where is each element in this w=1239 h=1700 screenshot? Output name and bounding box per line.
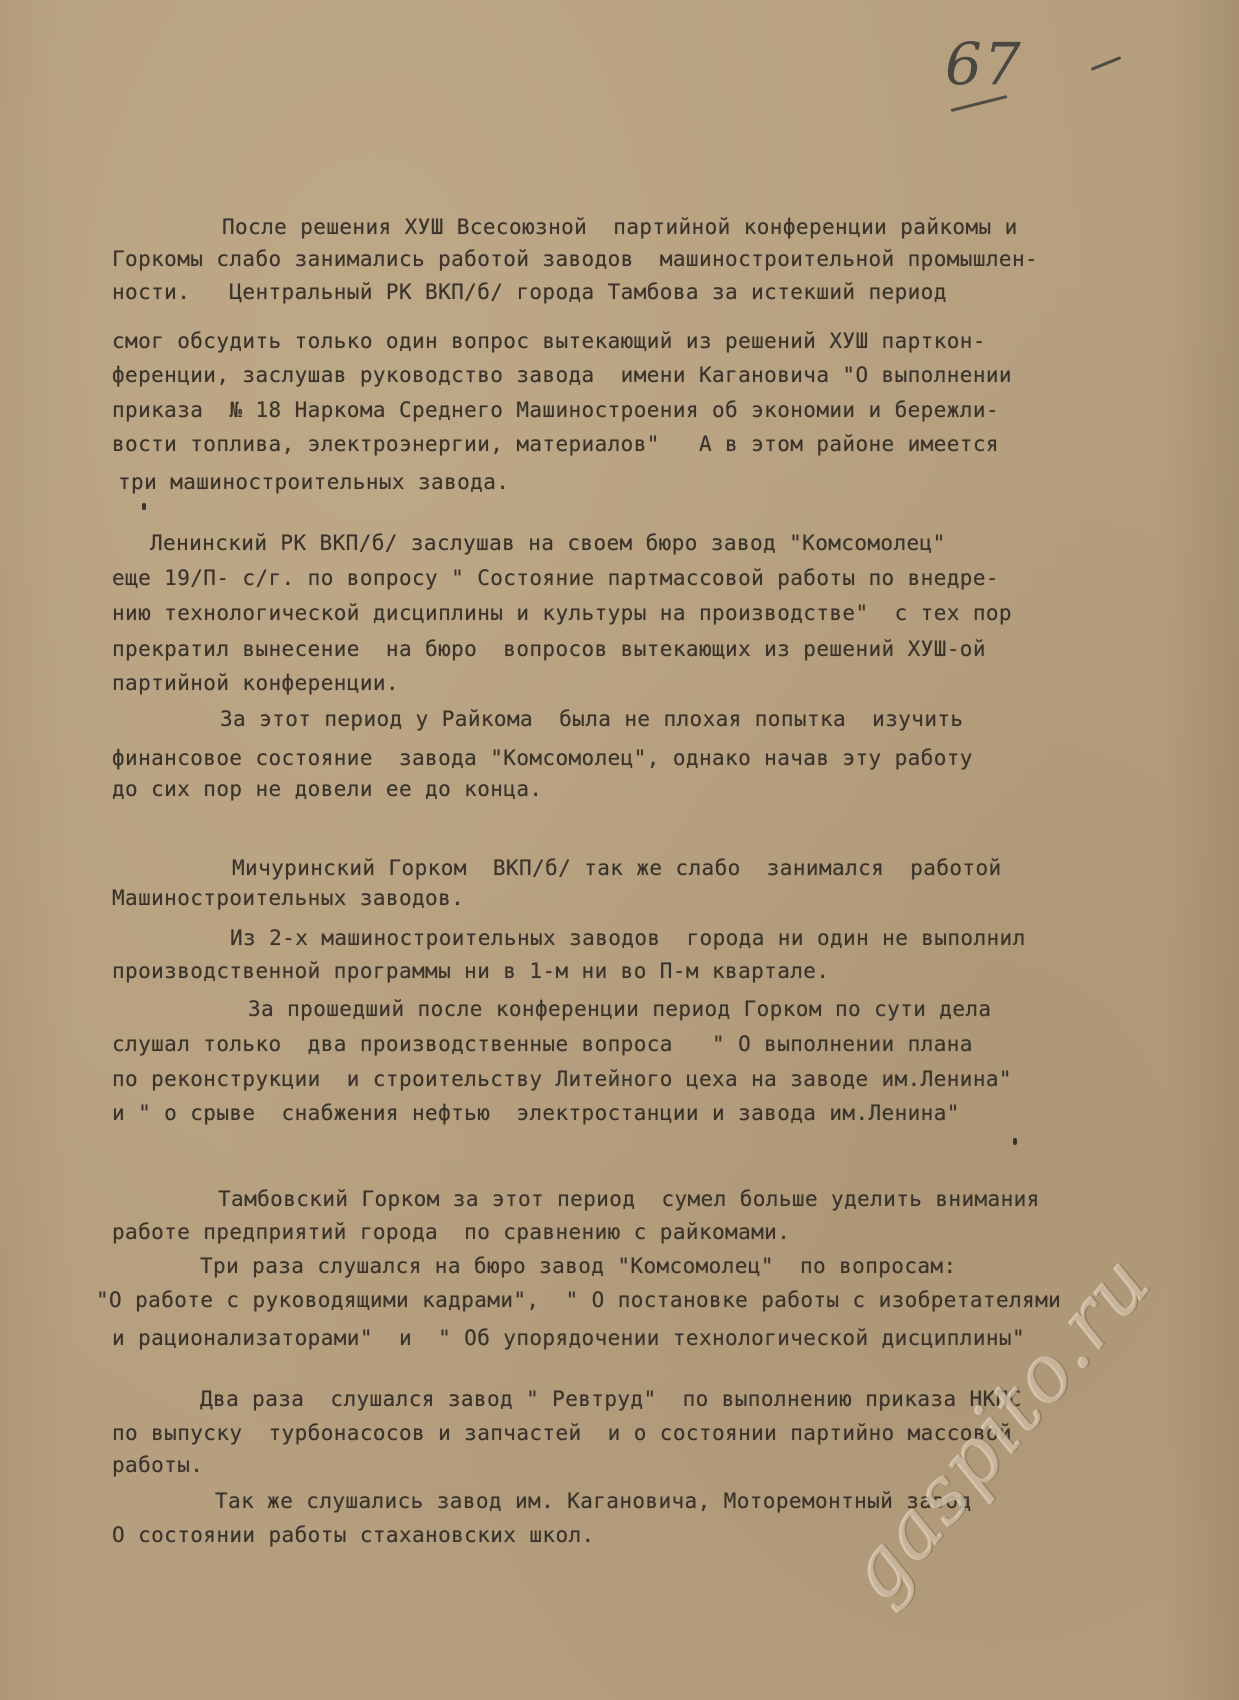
text-line: три машиностроительных завода. [118,470,510,494]
text-line: ференции, заслушав руководство завода имени Кагановича "О выполнении [112,363,1012,387]
text-line: вости топлива, электроэнергии, материалов" А в этом районе имеется [112,432,999,456]
text-line: приказа № 18 Наркома Среднего Машиностроения об экономии и бережли- [112,398,999,422]
watermark: gaspito.ru [830,1237,1170,1618]
text-line: прекратил вынесение на бюро вопросов вытекающих из решений ХУШ-ой [112,637,986,661]
text-line: Мичуринский Горком ВКП/б/ так же слабо занимался работой [232,856,1002,880]
text-line: За прошедший после конференции период Горком по сути дела [248,997,992,1021]
text-line: еще 19/П- с/г. по вопросу " Состояние партмассовой работы по внедре- [112,566,999,590]
text-line: Ленинский РК ВКП/б/ заслушав на своем бюро завод "Комсомолец" [150,531,946,555]
ink-mark [1013,1138,1017,1145]
text-line: работе предприятий города по сравнению с райкомами. [112,1220,791,1244]
text-line: до сих пор не довели ее до конца. [112,777,543,801]
text-line: О состоянии работы стахановских школ. [112,1523,595,1547]
text-line: смог обсудить только один вопрос вытекающий из решений ХУШ парткон- [112,329,986,353]
text-line: ности. Центральный РК ВКП/б/ города Тамбова за истекший период [112,280,947,304]
text-line: производственной программы ни в 1-м ни во П-м квартале. [112,959,830,983]
text-line: Три раза слушался на бюро завод "Комсомолец" по вопросам: [200,1254,957,1278]
text-line: После решения ХУШ Всесоюзной партийной конференции райкомы и [222,215,1018,239]
text-line: слушал только два производственные вопроса " О выполнении плана [112,1032,973,1056]
text-line: и " о срыве снабжения нефтью электростанции и завода им.Ленина" [112,1101,960,1125]
text-line: Из 2-х машиностроительных заводов города ни один не выполнил [230,926,1026,950]
text-line: Горкомы слабо занимались работой заводов машиностроительной промышлен- [112,247,1039,271]
text-line: За этот период у Райкома была не плохая попытка изучить [220,707,964,731]
text-line: Машиностроительных заводов. [112,886,465,910]
text-line: партийной конференции. [112,671,399,695]
text-line: финансовое состояние завода "Комсомолец", однако начав эту работу [112,746,973,770]
page-number-dash-right [1091,56,1122,71]
text-line: по реконструкции и строительству Литейного цеха на заводе им.Ленина" [112,1067,1012,1091]
text-line: и рационализаторами" и " Об упорядочении технологической дисциплины" [112,1326,1026,1350]
text-line: "О работе с руководящими кадрами", " О постановке работы с изобретателями [96,1288,1062,1312]
page-number-handwritten: 67 [945,30,1023,98]
ink-mark [142,503,146,510]
text-line: по выпуску турбонасосов и запчастей и о состоянии партийно массовой [112,1421,1012,1445]
text-line: Так же слушались завод им. Кагановича, Моторемонтный завод [215,1489,972,1513]
text-line: Два раза слушался завод " Ревтруд" по выполнению приказа НКПС [200,1387,1022,1411]
text-line: работы. [112,1453,204,1477]
text-line: нию технологической дисциплины и культуры на производстве" с тех пор [112,601,1012,625]
text-line: Тамбовский Горком за этот период сумел больше уделить внимания [218,1187,1040,1211]
